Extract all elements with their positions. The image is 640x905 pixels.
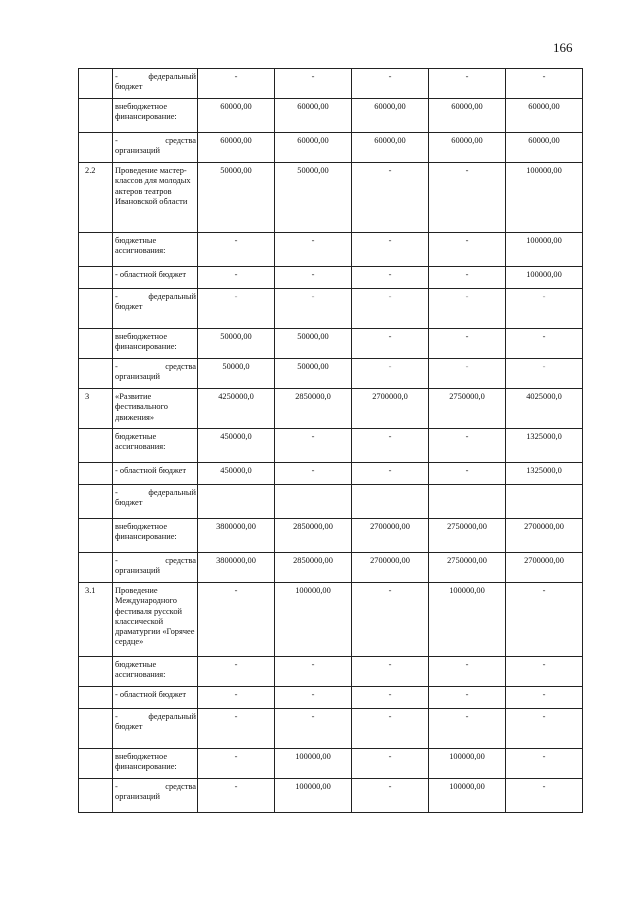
table-row [79, 519, 583, 553]
value-cell: 100000,00 [506, 163, 583, 233]
value-cell: 50000,0 [198, 359, 275, 389]
value-cell: - [198, 583, 275, 657]
value-cell: - [429, 657, 506, 687]
table-row [79, 133, 583, 163]
value-cell: 1325000,0 [506, 463, 583, 485]
value-cell: 2850000,0 [275, 389, 352, 429]
row-name-dash: - [115, 136, 118, 145]
value-cell: - [352, 429, 429, 463]
row-number [79, 289, 113, 329]
row-name: внебюджетное финансирование: [113, 749, 198, 779]
row-number [79, 69, 113, 99]
value-cell: 100000,00 [275, 583, 352, 657]
value-cell: - [198, 233, 275, 267]
row-number: 3 [79, 389, 113, 429]
value-cell: 1325000,0 [506, 429, 583, 463]
value-cell: - [429, 267, 506, 289]
value-cell: 60000,00 [275, 99, 352, 133]
value-cell: 2850000,00 [275, 553, 352, 583]
value-cell: 60000,00 [506, 99, 583, 133]
row-number [79, 709, 113, 749]
row-name-second-line: бюджет [115, 722, 143, 732]
value-cell: - [506, 709, 583, 749]
table-row [79, 389, 583, 429]
table-row [79, 359, 583, 389]
row-number [79, 657, 113, 687]
row-name: внебюджетное финансирование: [113, 519, 198, 553]
row-name-word: средства [165, 782, 196, 791]
value-cell: 100000,00 [275, 749, 352, 779]
row-name: бюджетные ассигнования: [113, 429, 198, 463]
row-number [79, 429, 113, 463]
value-cell: - [429, 429, 506, 463]
value-cell: - [352, 583, 429, 657]
row-number [79, 329, 113, 359]
row-number [79, 359, 113, 389]
value-cell: - [198, 267, 275, 289]
row-name-dash: - [115, 292, 118, 301]
row-name-word: федеральный [148, 72, 196, 81]
value-cell: - [352, 233, 429, 267]
table-row [79, 749, 583, 779]
value-cell: - [198, 749, 275, 779]
row-name: «Развитие фестивального движения» [113, 389, 198, 429]
row-name-dash: - [115, 362, 118, 371]
value-cell: 60000,00 [429, 99, 506, 133]
table-row [79, 657, 583, 687]
value-cell: 100000,00 [506, 233, 583, 267]
value-cell: - [198, 687, 275, 709]
value-cell: 100000,00 [429, 779, 506, 813]
value-cell: 50000,00 [198, 329, 275, 359]
value-cell: 2700000,00 [506, 519, 583, 553]
value-cell: 60000,00 [429, 133, 506, 163]
value-cell: - [198, 289, 275, 329]
row-name: - областной бюджет [113, 687, 198, 709]
value-cell: 2850000,00 [275, 519, 352, 553]
value-cell: - [352, 289, 429, 329]
row-name: Проведение мастер-классов для молодых актеров театров Ивановской области [113, 163, 198, 233]
table-body [79, 69, 583, 813]
table-row [79, 289, 583, 329]
row-name [113, 709, 198, 749]
value-cell: - [429, 463, 506, 485]
value-cell: 2700000,0 [352, 389, 429, 429]
table-row [79, 485, 583, 519]
value-cell: - [198, 69, 275, 99]
row-name [113, 133, 198, 163]
page-number: 166 [553, 40, 573, 55]
row-name: - областной бюджет [113, 463, 198, 485]
row-name-first-line [115, 782, 196, 792]
row-name: внебюджетное финансирование: [113, 329, 198, 359]
value-cell: 2700000,00 [352, 519, 429, 553]
row-name [113, 485, 198, 519]
row-name-word: средства [165, 362, 196, 371]
value-cell: - [275, 657, 352, 687]
value-cell: - [198, 779, 275, 813]
value-cell: 450000,0 [198, 463, 275, 485]
value-cell: - [429, 289, 506, 329]
row-name-first-line [115, 488, 196, 498]
table-row [79, 233, 583, 267]
row-number [79, 687, 113, 709]
row-number [79, 519, 113, 553]
value-cell: 60000,00 [275, 133, 352, 163]
value-cell: 3800000,00 [198, 553, 275, 583]
value-cell: - [198, 709, 275, 749]
value-cell: 100000,00 [429, 749, 506, 779]
row-name-dash: - [115, 72, 118, 81]
value-cell: - [352, 749, 429, 779]
row-name-dash: - [115, 488, 118, 497]
row-name-second-line: организаций [115, 146, 160, 156]
row-name-second-line: организаций [115, 792, 160, 802]
row-number [79, 233, 113, 267]
row-number: 3.1 [79, 583, 113, 657]
value-cell: 2700000,00 [506, 553, 583, 583]
value-cell: - [275, 233, 352, 267]
value-cell: - [352, 709, 429, 749]
row-name-word: средства [165, 556, 196, 565]
table-row [79, 163, 583, 233]
row-name: бюджетные ассигнования: [113, 233, 198, 267]
row-name-dash: - [115, 712, 118, 721]
value-cell: - [275, 687, 352, 709]
value-cell: - [429, 687, 506, 709]
value-cell: - [352, 267, 429, 289]
row-number [79, 485, 113, 519]
value-cell: - [506, 657, 583, 687]
value-cell: 60000,00 [352, 133, 429, 163]
value-cell: - [429, 163, 506, 233]
row-name [113, 359, 198, 389]
value-cell: - [506, 359, 583, 389]
value-cell: - [429, 359, 506, 389]
row-name-dash: - [115, 556, 118, 565]
value-cell: - [506, 779, 583, 813]
value-cell: - [275, 709, 352, 749]
value-cell: 60000,00 [198, 133, 275, 163]
value-cell: - [275, 69, 352, 99]
value-cell: - [352, 779, 429, 813]
row-name-second-line: организаций [115, 372, 160, 382]
table-row [79, 429, 583, 463]
table-row [79, 709, 583, 749]
value-cell: - [352, 163, 429, 233]
row-number [79, 463, 113, 485]
table-row [79, 329, 583, 359]
value-cell: - [275, 463, 352, 485]
row-name [113, 553, 198, 583]
row-name: бюджетные ассигнования: [113, 657, 198, 687]
value-cell [352, 485, 429, 519]
value-cell: - [198, 657, 275, 687]
table-row [79, 99, 583, 133]
value-cell: - [506, 687, 583, 709]
value-cell [198, 485, 275, 519]
value-cell: - [429, 329, 506, 359]
row-name-word: средства [165, 136, 196, 145]
value-cell: 50000,00 [275, 329, 352, 359]
value-cell: - [352, 359, 429, 389]
row-number [79, 553, 113, 583]
row-name [113, 289, 198, 329]
value-cell: - [275, 289, 352, 329]
value-cell: 3800000,00 [198, 519, 275, 553]
value-cell: 60000,00 [198, 99, 275, 133]
value-cell: - [352, 329, 429, 359]
row-name-first-line [115, 362, 196, 372]
value-cell [506, 485, 583, 519]
value-cell: - [352, 687, 429, 709]
value-cell: - [275, 267, 352, 289]
row-name-first-line [115, 712, 196, 722]
row-number [79, 779, 113, 813]
row-name-second-line: организаций [115, 566, 160, 576]
value-cell: 60000,00 [506, 133, 583, 163]
value-cell: 100000,00 [275, 779, 352, 813]
row-name-word: федеральный [148, 488, 196, 497]
value-cell [275, 485, 352, 519]
row-name-first-line [115, 72, 196, 82]
table-row [79, 583, 583, 657]
value-cell: 50000,00 [275, 163, 352, 233]
budget-table [78, 68, 583, 813]
value-cell: 4250000,0 [198, 389, 275, 429]
row-number: 2.2 [79, 163, 113, 233]
value-cell: - [506, 329, 583, 359]
row-name [113, 779, 198, 813]
row-name: - областной бюджет [113, 267, 198, 289]
value-cell: 100000,00 [429, 583, 506, 657]
value-cell: 50000,00 [198, 163, 275, 233]
row-number [79, 133, 113, 163]
row-name: Проведение Международного фестиваля русской классической драматургии «Горячее сердце» [113, 583, 198, 657]
value-cell [429, 485, 506, 519]
row-name-second-line: бюджет [115, 498, 143, 508]
value-cell: 2750000,0 [429, 389, 506, 429]
value-cell: 450000,0 [198, 429, 275, 463]
row-number [79, 749, 113, 779]
row-name-second-line: бюджет [115, 302, 143, 312]
value-cell: 60000,00 [352, 99, 429, 133]
value-cell: 4025000,0 [506, 389, 583, 429]
row-name-dash: - [115, 782, 118, 791]
value-cell: - [506, 749, 583, 779]
value-cell: 2750000,00 [429, 553, 506, 583]
row-name [113, 69, 198, 99]
row-name-first-line [115, 292, 196, 302]
row-number [79, 267, 113, 289]
value-cell: - [275, 429, 352, 463]
row-name-second-line: бюджет [115, 82, 143, 92]
table-row [79, 779, 583, 813]
value-cell: - [506, 583, 583, 657]
table-row [79, 69, 583, 99]
value-cell: - [429, 709, 506, 749]
row-number [79, 99, 113, 133]
row-name-word: федеральный [148, 292, 196, 301]
table-row [79, 553, 583, 583]
row-name-first-line [115, 556, 196, 566]
row-name: внебюджетное финансирование: [113, 99, 198, 133]
value-cell: - [352, 657, 429, 687]
value-cell: - [429, 233, 506, 267]
value-cell: - [506, 289, 583, 329]
row-name-first-line [115, 136, 196, 146]
value-cell: - [352, 69, 429, 99]
table-row [79, 463, 583, 485]
table-row [79, 687, 583, 709]
value-cell: - [352, 463, 429, 485]
table-row [79, 267, 583, 289]
value-cell: - [429, 69, 506, 99]
value-cell: 2700000,00 [352, 553, 429, 583]
value-cell: 50000,00 [275, 359, 352, 389]
value-cell: 2750000,00 [429, 519, 506, 553]
row-name-word: федеральный [148, 712, 196, 721]
value-cell: 100000,00 [506, 267, 583, 289]
value-cell: - [506, 69, 583, 99]
